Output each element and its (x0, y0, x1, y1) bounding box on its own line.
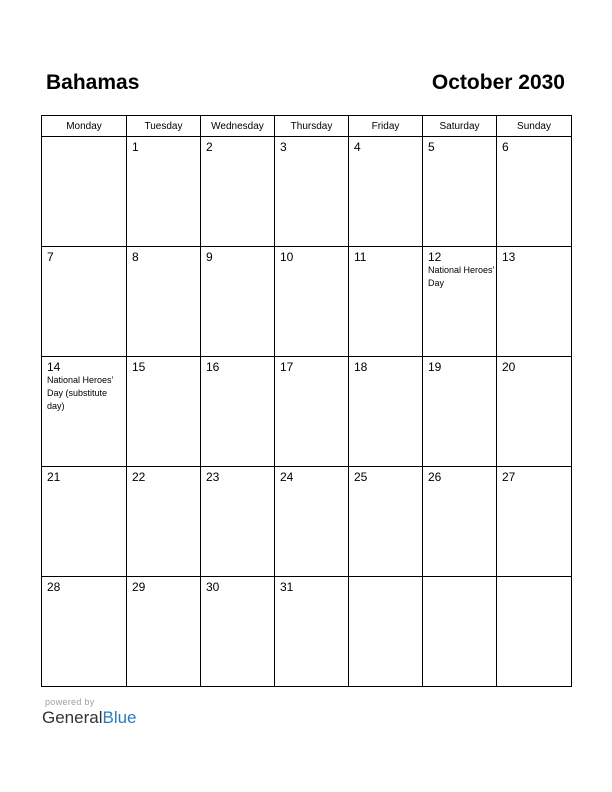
weekday-header-row (42, 116, 572, 137)
day-number: 18 (354, 360, 368, 374)
day-cell (201, 467, 275, 577)
day-cell (42, 247, 127, 357)
day-cell (349, 357, 423, 467)
day-cell (127, 577, 201, 687)
day-cell (201, 247, 275, 357)
day-cell (127, 137, 201, 247)
day-cell (275, 247, 349, 357)
day-cell (497, 577, 572, 687)
day-number: 21 (47, 470, 61, 484)
day-number: 24 (280, 470, 294, 484)
country-title: Bahamas (46, 71, 140, 94)
day-number: 20 (502, 360, 516, 374)
day-cell (423, 247, 497, 357)
brand-logo (42, 708, 137, 728)
day-number: 31 (280, 580, 294, 594)
week-row (42, 467, 572, 577)
day-number (497, 577, 571, 580)
day-cell (423, 467, 497, 577)
day-cell (423, 577, 497, 687)
day-cell (423, 357, 497, 467)
weekday-header: Monday (42, 116, 127, 137)
day-number: 7 (47, 250, 54, 264)
day-cell (42, 577, 127, 687)
day-cell (127, 357, 201, 467)
day-number: 13 (502, 250, 516, 264)
holiday-label: National Heroes’ Day (428, 265, 495, 288)
week-row (42, 357, 572, 467)
day-number: 30 (206, 580, 220, 594)
day-cell (497, 357, 572, 467)
day-number: 29 (132, 580, 146, 594)
day-cell (201, 577, 275, 687)
day-number (42, 137, 126, 140)
day-cell (42, 467, 127, 577)
day-number (423, 577, 496, 580)
weekday-header: Saturday (423, 116, 497, 137)
day-number: 25 (354, 470, 368, 484)
brand-general-text: General (42, 708, 103, 727)
day-number: 5 (428, 140, 435, 154)
day-cell (275, 357, 349, 467)
day-number: 22 (132, 470, 146, 484)
day-number: 4 (354, 140, 361, 154)
day-cell (42, 137, 127, 247)
day-number: 9 (206, 250, 213, 264)
day-number: 19 (428, 360, 442, 374)
day-cell (497, 137, 572, 247)
day-cell (127, 247, 201, 357)
day-cell (349, 247, 423, 357)
day-number: 15 (132, 360, 146, 374)
day-cell (497, 247, 572, 357)
day-cell (349, 137, 423, 247)
day-cell (275, 137, 349, 247)
day-cell (42, 357, 127, 467)
day-number: 28 (47, 580, 61, 594)
day-number: 1 (132, 140, 139, 154)
weekday-header: Thursday (275, 116, 349, 137)
week-row (42, 137, 572, 247)
weekday-header: Wednesday (201, 116, 275, 137)
day-cell (201, 137, 275, 247)
day-number: 12 (428, 250, 442, 264)
powered-by-label: powered by (45, 697, 95, 707)
weekday-header: Sunday (497, 116, 572, 137)
day-number (349, 577, 422, 580)
week-row (42, 247, 572, 357)
day-number: 6 (502, 140, 509, 154)
holiday-label: National Heroes’ Day (substitute day) (47, 375, 114, 411)
day-number: 3 (280, 140, 287, 154)
day-cell (275, 467, 349, 577)
week-row (42, 577, 572, 687)
day-number: 26 (428, 470, 442, 484)
calendar-grid (41, 115, 572, 687)
day-cell (423, 137, 497, 247)
weekday-header: Friday (349, 116, 423, 137)
day-number: 10 (280, 250, 294, 264)
day-cell (275, 577, 349, 687)
day-number: 27 (502, 470, 516, 484)
day-cell (497, 467, 572, 577)
month-year-title: October 2030 (431, 71, 565, 94)
day-number: 17 (280, 360, 294, 374)
day-cell (349, 467, 423, 577)
day-number: 8 (132, 250, 139, 264)
weekday-header: Tuesday (127, 116, 201, 137)
day-number: 16 (206, 360, 220, 374)
day-number: 14 (47, 360, 61, 374)
day-cell (201, 357, 275, 467)
day-cell (127, 467, 201, 577)
day-number: 11 (354, 250, 367, 264)
day-number: 2 (206, 140, 213, 154)
day-number: 23 (206, 470, 220, 484)
brand-blue-text: Blue (102, 708, 137, 727)
day-cell (349, 577, 423, 687)
